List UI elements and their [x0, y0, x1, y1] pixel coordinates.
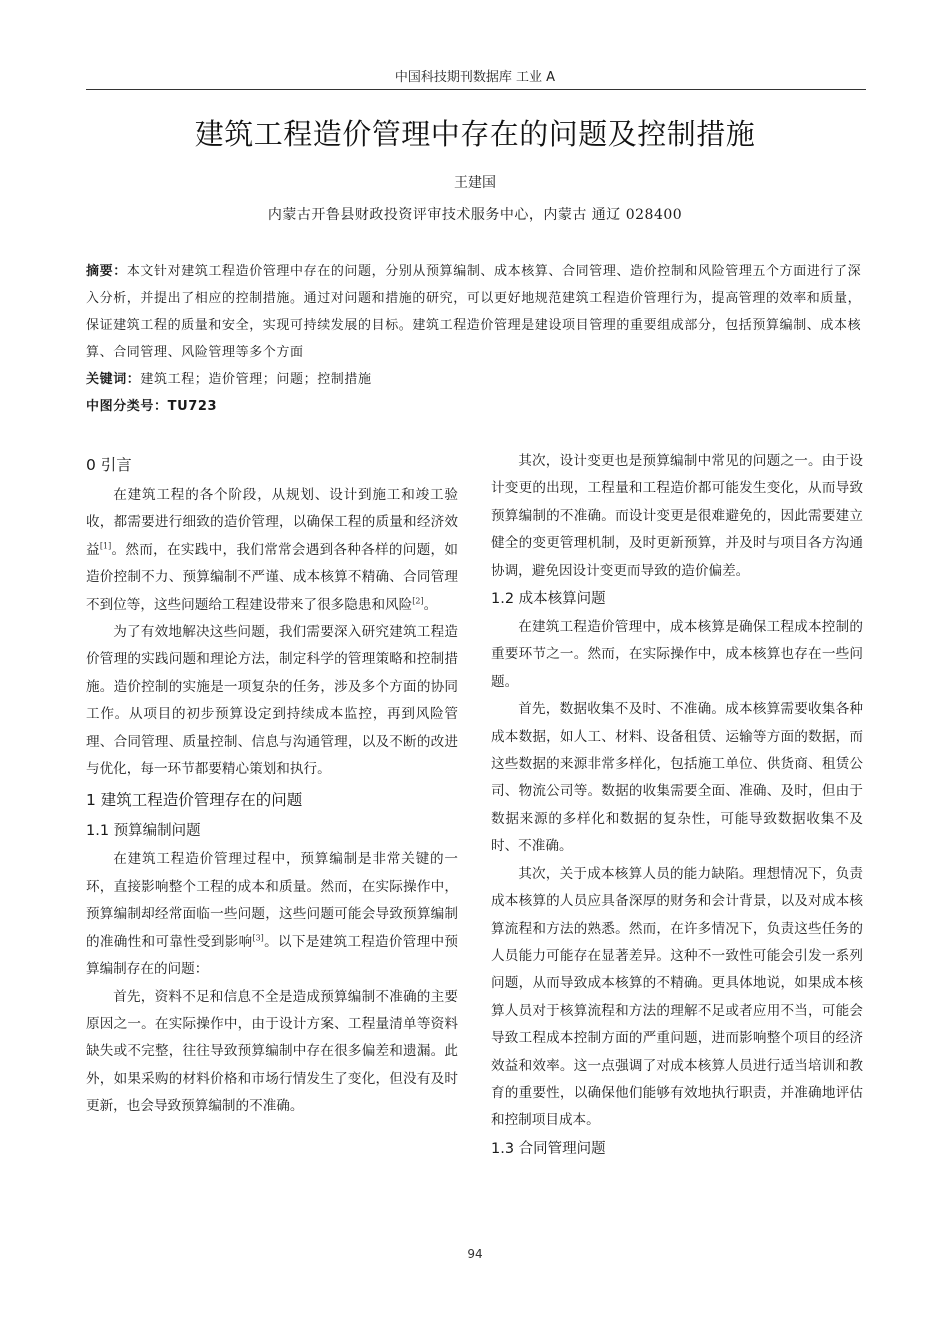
abstract-text: 本文针对建筑工程造价管理中存在的问题，分别从预算编制、成本核算、合同管理、造价控制和风险管理五个方面进行了深入分析，并提出了相应的控制措施。通过对问题和措施的研究，可以更好地规范建筑工程造价管理行为，提高管理的效率和质量，保证建筑工程的质量和安全，实现可持续发展的目标。建筑工程造价管理是建设项目管理的重要组成部分，包括预算编制、成本核算、合同管理、风险管理等多个方面 [86, 264, 862, 360]
paragraph: 其次，关于成本核算人员的能力缺陷。理想情况下，负责成本核算的人员应具备深厚的财务和会计背景，以及对成本核算流程和方法的熟悉。然而，在许多情况下，负责这些任务的人员能力可能存在显著差异。这种不一致性可能会引发一系列问题，从而导致成本核算的不精确。更具体地说，如果成本核算人员对于核算流程和方法的理解不足或者应用不当，可能会导致工程成本控制方面的严重问题，进而影响整个项目的经济效益和效率。这一点强调了对成本核算人员进行适当培训和教育的重要性，以确保他们能够有效地执行职责，并准确地评估和控制项目成本。 [491, 865, 863, 1129]
section-heading-intro: 0 引言 [86, 456, 132, 474]
subsection-heading-1-2: 1.2 成本核算问题 [491, 591, 606, 608]
section-heading-1: 1 建筑工程造价管理存在的问题 [86, 791, 303, 810]
text-run: 。以下是建筑工程造价管理中预算编制存在的问题： [86, 933, 459, 978]
page-number: 94 [467, 1247, 483, 1261]
classification-text: TU723 [167, 399, 218, 414]
subsection-heading-1-3: 1.3 合同管理问题 [491, 1140, 606, 1157]
keywords-text: 建筑工程；造价管理；问题；控制措施 [140, 372, 372, 387]
text-run: 。然而，在实践中，我们常常会遇到各种各样的问题，如造价控制不力、预算编制不严谨、成本核算不精确、合同管理不到位等，这些问题给工程建设带来了很多隐患和风险 [86, 541, 459, 613]
citation: [3] [252, 933, 264, 943]
journal-header: 中国科技期刊数据库 工业 A [394, 70, 556, 85]
paragraph: 首先，数据收集不及时、不准确。成本核算需要收集各种成本数据，如人工、材料、设备租赁、运输等方面的数据，而这些数据的来源非常多样化，包括施工单位、供货商、租赁公司、物流公司等。数据的收集需要全面、准确、及时，但由于数据来源的多样化和数据的复杂性，可能导致数据收集不及时、不准确。 [491, 701, 863, 855]
left-column [86, 448, 458, 1121]
classification [86, 393, 866, 420]
text-run: 在建筑工程造价管理过程中，预算编制是非常关键的一环，直接影响整个工程的成本和质量。然而，在实际操作中，预算编制却经常面临一些问题，这些问题可能会导致预算编制的准确性和可靠性受到影响 [86, 851, 458, 950]
citation: [2] [412, 596, 424, 606]
keywords [86, 366, 866, 393]
subsection-heading-1-1: 1.1 预算编制问题 [86, 823, 201, 840]
citation: [1] [99, 541, 112, 551]
paragraph: 首先，资料不足和信息不全是造成预算编制不准确的主要原因之一。在实际操作中，由于设计方案、工程量清单等资料缺失或不完整，往往导致预算编制中存在很多偏差和遗漏。此外，如果采购的材料价格和市场行情发生了变化，但没有及时更新，也会导致预算编制的不准确。 [86, 988, 458, 1115]
abstract-block [86, 258, 866, 420]
paragraph: 其次，设计变更也是预算编制中常见的问题之一。由于设计变更的出现，工程量和工程造价都可能发生变化，从而导致预算编制的不准确。而设计变更是很难避免的，因此需要建立健全的变更管理机制，及时更新预算，并及时与项目各方沟通协调，避免因设计变更而导致的造价偏差。 [491, 453, 863, 579]
author: 王建国 [454, 175, 496, 191]
affiliation: 内蒙古开鲁县财政投资评审技术服务中心，内蒙古 通辽 028400 [267, 207, 683, 223]
right-column [491, 448, 863, 1164]
classification-label: 中图分类号： [86, 399, 168, 414]
paragraph: 为了有效地解决这些问题，我们需要深入研究建筑工程造价管理的实践问题和理论方法，制定科学的管理策略和控制措施。造价控制的实施是一项复杂的任务，涉及多个方面的协同工作。从项目的初步预算设定到持续成本监控，再到风险管理、合同管理、质量控制、信息与沟通管理，以及不断的改进与优化，每一环节都要精心策划和执行。 [86, 624, 458, 778]
abstract-label: 摘要： [86, 264, 127, 279]
paragraph [86, 846, 458, 983]
text-run: 。 [423, 596, 438, 613]
abstract [86, 258, 866, 366]
keywords-label: 关键词： [86, 372, 141, 387]
paragraph [86, 482, 458, 619]
paper-title: 建筑工程造价管理中存在的问题及控制措施 [194, 117, 756, 151]
paragraph: 在建筑工程造价管理中，成本核算是确保工程成本控制的重要环节之一。然而，在实际操作中，成本核算也存在一些问题。 [491, 619, 863, 690]
text-run: 在建筑工程的各个阶段，从规划、设计到施工和竣工验收，都需要进行细致的造价管理，以确保工程的质量和经济效益 [86, 487, 458, 558]
header-rule [86, 89, 866, 90]
